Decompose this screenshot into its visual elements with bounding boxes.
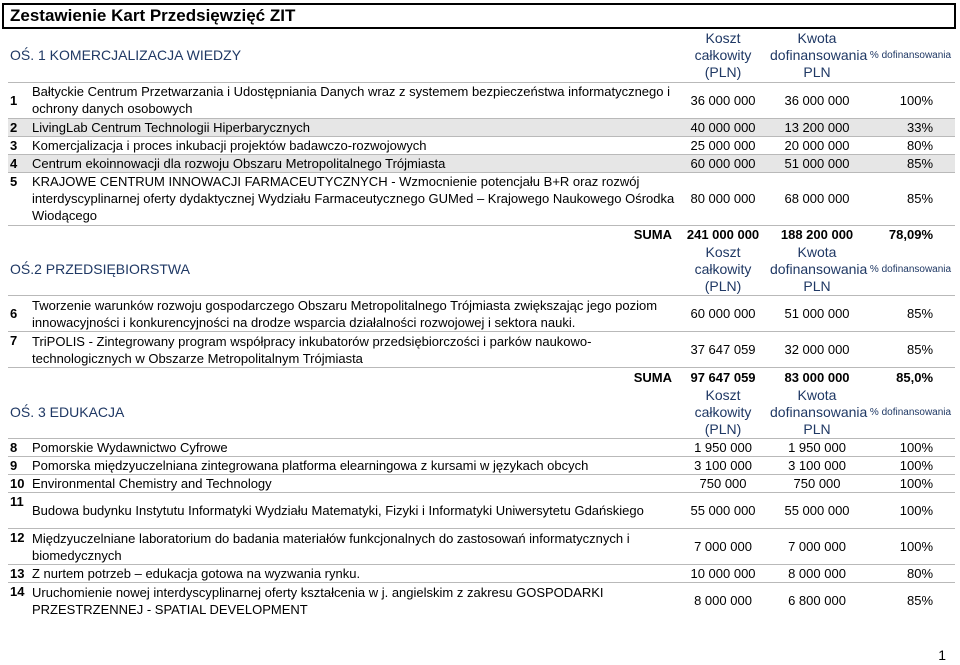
row-procent: 85%	[866, 332, 955, 368]
table-row	[8, 118, 955, 136]
row-name: Pomorska międzyuczelniana zintegrowana platforma elearningowa z kursami w językach obcych	[30, 457, 678, 475]
table-row	[8, 332, 955, 368]
row-name: Bałtyckie Centrum Przetwarzania i Udostępniania Danych wraz z systemem bezpieczeństwa informatycznego i ochrony danych osobowych	[30, 82, 678, 118]
row-number: 10	[8, 475, 30, 493]
row-procent: 85%	[866, 296, 955, 332]
row-name: Environmental Chemistry and Technology	[30, 475, 678, 493]
row-kwota: 36 000 000	[768, 82, 866, 118]
row-koszt: 10 000 000	[678, 565, 768, 583]
row-kwota: 8 000 000	[768, 565, 866, 583]
table-row	[8, 565, 955, 583]
row-name: Budowa budynku Instytutu Informatyki Wydziału Matematyki, Fizyki i Informatyki Uniwersytetu Gdańskiego	[30, 493, 678, 529]
row-procent: 33%	[866, 118, 955, 136]
table-row	[8, 296, 955, 332]
row-koszt: 55 000 000	[678, 493, 768, 529]
row-procent: 100%	[866, 493, 955, 529]
row-number: 14	[8, 583, 30, 619]
row-name: Pomorskie Wydawnictwo Cyfrowe	[30, 439, 678, 457]
section-label: OŚ. 3 EDUKACJA	[10, 403, 125, 420]
row-number: 6	[8, 296, 30, 332]
row-number: 5	[8, 172, 30, 225]
table-row	[8, 529, 955, 565]
row-koszt: 37 647 059	[678, 332, 768, 368]
table-row	[8, 493, 955, 529]
row-procent: 80%	[866, 565, 955, 583]
row-koszt: 25 000 000	[678, 136, 768, 154]
section-label: OŚ. 1 KOMERCJALIZACJA WIEDZY	[10, 47, 242, 64]
row-procent: 100%	[866, 529, 955, 565]
row-koszt: 60 000 000	[678, 154, 768, 172]
row-koszt: 36 000 000	[678, 82, 768, 118]
row-kwota: 750 000	[768, 475, 866, 493]
table-row	[8, 475, 955, 493]
row-koszt: 80 000 000	[678, 172, 768, 225]
row-kwota: 55 000 000	[768, 493, 866, 529]
row-procent: 80%	[866, 136, 955, 154]
row-number: 3	[8, 136, 30, 154]
sum-kwota: 83 000 000	[768, 368, 866, 387]
page-title: Zestawienie Kart Przedsięwzięć ZIT	[2, 3, 956, 29]
row-name: TriPOLIS - Zintegrowany program współpracy inkubatorów przedsiębiorczości i parków naukowo-technologicznych w Obszarze Metropolitalnym Trójmiasta	[30, 332, 678, 368]
table-row	[8, 457, 955, 475]
row-procent: 85%	[866, 154, 955, 172]
row-procent: 85%	[866, 583, 955, 619]
table-row	[8, 583, 955, 619]
sum-label: SUMA	[30, 225, 678, 244]
row-koszt: 40 000 000	[678, 118, 768, 136]
table-row	[8, 136, 955, 154]
row-koszt: 750 000	[678, 475, 768, 493]
row-name: KRAJOWE CENTRUM INNOWACJI FARMACEUTYCZNYCH - Wzmocnienie potencjału B+R oraz rozwój interdyscyplinarnej oferty dydaktycznej Wydziału Farmaceutycznego GUMed – Krajowego Naukowego Ośrodka Wiodącego	[30, 172, 678, 225]
section-header	[8, 244, 955, 296]
row-kwota: 51 000 000	[768, 154, 866, 172]
row-number: 7	[8, 332, 30, 368]
row-procent: 100%	[866, 82, 955, 118]
row-koszt: 60 000 000	[678, 296, 768, 332]
table-row	[8, 439, 955, 457]
row-number: 9	[8, 457, 30, 475]
row-procent: 100%	[866, 439, 955, 457]
sum-koszt: 241 000 000	[678, 225, 768, 244]
section-label: OŚ.2 PRZEDSIĘBIORSTWA	[10, 261, 190, 277]
projects-table	[8, 30, 955, 619]
row-name: Międzyuczelniane laboratorium do badania materiałów funkcjonalnych do zastosowań informatycznych i biomedycznych	[30, 529, 678, 565]
section-header	[8, 387, 955, 439]
header-procent: % dofinansowania	[869, 264, 952, 275]
row-kwota: 51 000 000	[768, 296, 866, 332]
row-kwota: 7 000 000	[768, 529, 866, 565]
sum-row	[8, 368, 955, 387]
row-procent: 100%	[866, 457, 955, 475]
header-procent: % dofinansowania	[869, 50, 952, 62]
row-name: LivingLab Centrum Technologii Hiperbarycznych	[30, 118, 678, 136]
row-kwota: 3 100 000	[768, 457, 866, 475]
sum-koszt: 97 647 059	[678, 368, 768, 387]
header-koszt: Koszt całkowity (PLN)	[694, 244, 752, 294]
page-number: 1	[938, 647, 946, 663]
row-kwota: 32 000 000	[768, 332, 866, 368]
row-procent: 100%	[866, 475, 955, 493]
row-name: Centrum ekoinnowacji dla rozwoju Obszaru Metropolitalnego Trójmiasta	[30, 154, 678, 172]
row-number: 8	[8, 439, 30, 457]
sum-procent: 85,0%	[866, 368, 955, 387]
sum-kwota: 188 200 000	[768, 225, 866, 244]
row-number: 11	[8, 493, 30, 529]
sum-row	[8, 225, 955, 244]
row-kwota: 13 200 000	[768, 118, 866, 136]
row-name: Z nurtem potrzeb – edukacja gotowa na wyzwania rynku.	[30, 565, 678, 583]
row-kwota: 6 800 000	[768, 583, 866, 619]
row-name: Tworzenie warunków rozwoju gospodarczego Obszaru Metropolitalnego Trójmiasta zwiększając jego poziom innowacyjności i konkurencyjności na drodze wsparcia działalności rozwojowej i sektora nauki.	[30, 296, 678, 332]
row-number: 12	[8, 529, 30, 565]
header-procent: % dofinansowania	[869, 406, 952, 418]
row-kwota: 1 950 000	[768, 439, 866, 457]
row-kwota: 20 000 000	[768, 136, 866, 154]
row-number: 1	[8, 82, 30, 118]
header-kwota: Kwota dofinansowania PLN	[770, 386, 868, 437]
row-name: Uruchomienie nowej interdyscyplinarnej oferty kształcenia w j. angielskim z zakresu GOSPODARKI PRZESTRZENNEJ - SPATIAL DEVELOPMENT	[30, 583, 678, 619]
row-koszt: 3 100 000	[678, 457, 768, 475]
header-koszt: Koszt całkowity (PLN)	[694, 386, 752, 437]
header-kwota: Kwota dofinansowania PLN	[770, 30, 868, 81]
row-number: 4	[8, 154, 30, 172]
sum-procent: 78,09%	[866, 225, 955, 244]
table-row	[8, 172, 955, 225]
row-koszt: 7 000 000	[678, 529, 768, 565]
row-number: 2	[8, 118, 30, 136]
row-koszt: 8 000 000	[678, 583, 768, 619]
row-koszt: 1 950 000	[678, 439, 768, 457]
row-procent: 85%	[866, 172, 955, 225]
row-number: 13	[8, 565, 30, 583]
row-name: Komercjalizacja i proces inkubacji projektów badawczo-rozwojowych	[30, 136, 678, 154]
table-row	[8, 82, 955, 118]
section-header	[8, 30, 955, 82]
row-kwota: 68 000 000	[768, 172, 866, 225]
header-koszt: Koszt całkowity (PLN)	[694, 30, 752, 81]
table-row	[8, 154, 955, 172]
header-kwota: Kwota dofinansowania PLN	[770, 244, 868, 294]
sum-label: SUMA	[30, 368, 678, 387]
